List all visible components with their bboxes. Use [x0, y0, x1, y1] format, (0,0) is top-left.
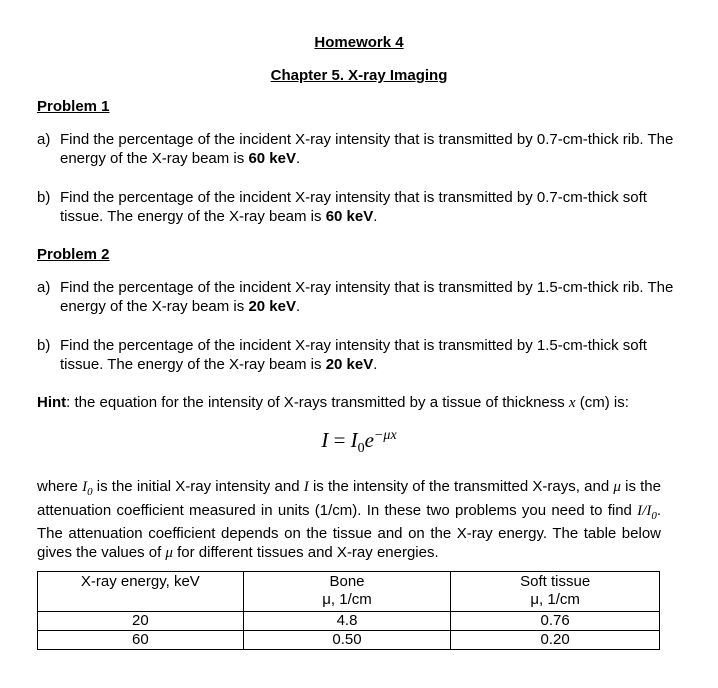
table-cell: 0.50: [243, 631, 451, 650]
eq-exponent: −μx: [373, 428, 397, 443]
question-text: Find the percentage of the incident X-ray intensity that is transmitted by 1.5-cm-thick soft tissue. The energy of the X-ray beam is: [60, 337, 647, 373]
chapter-subtitle: Chapter 5. X-ray Imaging: [270, 67, 448, 84]
subscript-zero: 0: [651, 509, 657, 522]
beam-energy: 60 keV: [325, 208, 374, 225]
intensity-ratio: I/I: [637, 502, 652, 519]
question-text: Find the percentage of the incident X-ray intensity that is transmitted by 0.7-cm-thick soft tissue. The energy of the X-ray beam is: [60, 189, 647, 225]
punctuation: .: [295, 298, 301, 315]
problem-2a-text: [60, 278, 677, 316]
explanation-text: for different tissues and X-ray energies.: [172, 543, 439, 561]
header-label: Soft tissue: [520, 573, 591, 590]
attenuation-equation: [0, 428, 718, 457]
problem-2b-text: [60, 336, 677, 374]
explanation-text: is the intensity of the transmitted X-rays, and: [308, 478, 614, 495]
table-cell: 0.20: [451, 631, 660, 650]
problem-1b-text: [60, 188, 677, 226]
problem-1a-text: [60, 130, 677, 168]
hint-label: Hint: [37, 394, 67, 411]
hint-text: : the equation for the intensity of X-rays transmitted by a tissue of thickness: [66, 394, 569, 411]
punctuation: .: [373, 208, 378, 225]
table-row: [38, 631, 660, 650]
table-header-row: [38, 572, 660, 612]
problem-2-heading: Problem 2: [37, 246, 110, 263]
subscript-zero: 0: [87, 486, 93, 498]
item-marker: b): [37, 337, 51, 354]
eq-subscript: 0: [357, 441, 365, 457]
explanation-paragraph: [37, 478, 661, 562]
table-cell: 4.8: [243, 612, 451, 631]
header-unit: μ, 1/cm: [322, 591, 372, 608]
problem-1-heading: Problem 1: [37, 98, 110, 115]
item-marker: a): [37, 279, 51, 296]
attenuation-table: [37, 571, 660, 650]
table-cell: 20: [38, 612, 244, 631]
header-unit: μ, 1/cm: [530, 591, 580, 608]
problem-1a: [37, 130, 677, 168]
eq-initial-intensity: I: [350, 428, 358, 452]
hint-line: [37, 394, 677, 413]
initial-intensity-symbol: I: [82, 479, 88, 495]
header-soft-tissue: [451, 572, 660, 612]
table-row: [38, 612, 660, 631]
mu-symbol: μ: [613, 479, 621, 495]
beam-energy: 20 keV: [325, 356, 374, 373]
eq-intensity: I: [321, 428, 329, 452]
table-cell: 60: [38, 631, 244, 650]
punctuation: .: [373, 356, 378, 373]
header-label: X-ray energy, keV: [80, 573, 200, 590]
beam-energy: 60 keV: [248, 150, 296, 167]
header-bone: [243, 572, 451, 612]
explanation-text: . The attenuation coefficient depends on the tissue and on the X-ray energy. The table below gives the values of: [37, 501, 661, 561]
item-marker: b): [37, 189, 51, 206]
table-cell: 0.76: [451, 612, 660, 631]
problem-2b: [37, 336, 677, 374]
thickness-variable: x: [568, 395, 576, 411]
question-text: Find the percentage of the incident X-ray intensity that is transmitted by 1.5-cm-thick rib. The energy of the X-ray beam is: [60, 279, 674, 315]
eq-exponential-base: e: [364, 428, 374, 452]
beam-energy: 20 keV: [248, 298, 296, 315]
page-title: Homework 4: [314, 34, 404, 51]
explanation-text: where: [37, 478, 83, 495]
mu-symbol: μ: [165, 544, 173, 561]
problem-2a: [37, 278, 677, 316]
item-marker: a): [37, 131, 51, 148]
problem-1b: [37, 188, 677, 226]
eq-equals: =: [328, 428, 351, 452]
header-energy: [38, 572, 244, 612]
punctuation: .: [295, 150, 301, 167]
explanation-text: is the attenuation coefficient measured in units (1/cm). In these two problems you need to find: [37, 478, 661, 519]
question-text: Find the percentage of the incident X-ray intensity that is transmitted by 0.7-cm-thick rib. The energy of the X-ray beam is: [60, 131, 674, 167]
header-label: Bone: [329, 573, 365, 590]
intensity-symbol: I: [303, 479, 309, 495]
hint-tail: (cm) is:: [575, 394, 629, 411]
explanation-text: is the initial X-ray intensity and: [92, 478, 304, 495]
